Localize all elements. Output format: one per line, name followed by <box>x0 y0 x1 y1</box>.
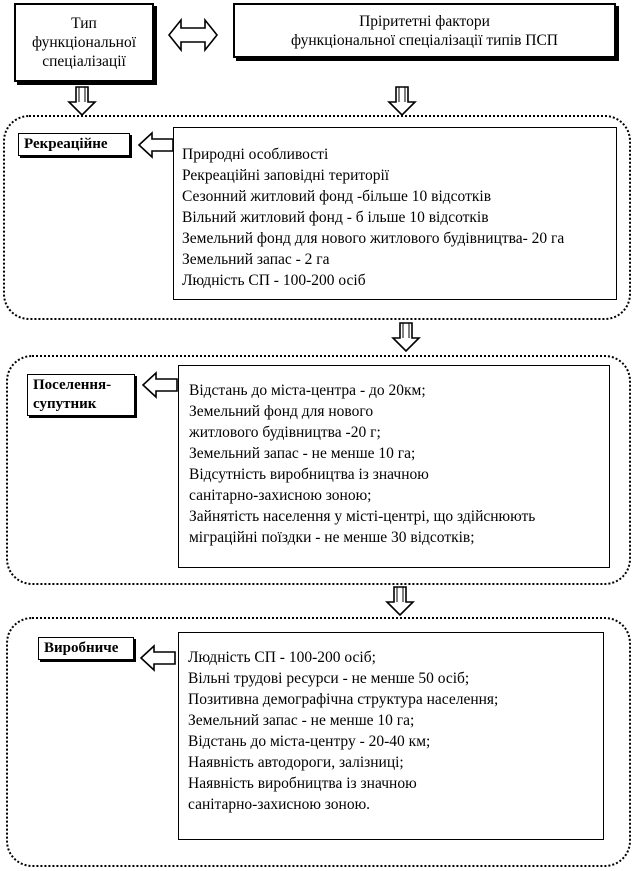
factor-item: Вільний житловий фонд - б ільше 10 відсотків <box>182 209 489 226</box>
type-header-box <box>14 3 154 82</box>
factor-item: Рекреаційні заповідні території <box>182 167 390 184</box>
factor-item: Земельний фонд для нового <box>189 403 374 420</box>
factor-item: Відстань до міста-центра - до 20км; <box>189 382 426 399</box>
down-arrow-icon <box>68 86 96 116</box>
left-arrow-icon <box>138 132 174 158</box>
factor-item: Земельний запас - не менше 10 га; <box>189 445 416 462</box>
factor-item: Позитивна демографічна структура населення; <box>188 691 499 708</box>
factor-item: санітарно-захисною зоною; <box>189 487 372 504</box>
type-label-recreational <box>18 133 130 156</box>
factor-item: міграційні поїздки - не менше 30 відсотків; <box>189 529 475 546</box>
factor-item: Вільні трудові ресурси - не менше 50 осіб; <box>188 670 470 687</box>
factors-header-box <box>233 3 616 58</box>
type-label-line: Поселення- <box>33 377 112 393</box>
factors-box-industrial <box>178 632 604 840</box>
factor-item: Земельний фонд для нового житлового будівництва- 20 га <box>182 230 565 247</box>
down-arrow-icon <box>388 86 416 116</box>
factor-item: Сезонний житловий фонд -більше 10 відсотків <box>182 188 492 205</box>
type-label-line: Рекреаційне <box>24 136 108 152</box>
type-header-line: функціональної <box>31 34 137 51</box>
down-arrow-icon <box>392 322 420 352</box>
factor-item: Земельний запас - не менше 10 га; <box>188 712 415 729</box>
type-label-line: Виробниче <box>44 640 119 656</box>
factors-header-line: функціональної спеціалізації типів ПСП <box>290 31 558 49</box>
down-arrow-icon <box>386 586 414 616</box>
factor-item: Зайнятість населення у місті-центрі, що здійснюють <box>189 508 536 525</box>
left-arrow-icon <box>142 372 178 398</box>
factor-item: Наявність виробництва із значною <box>188 775 417 792</box>
factors-box-recreational <box>173 127 617 300</box>
type-header-line: Тип <box>71 15 97 32</box>
factor-item: Земельний запас - 2 га <box>182 251 330 268</box>
type-label-line: супутник <box>33 396 97 412</box>
factor-item: Відсутність виробництва із значною <box>189 466 429 483</box>
type-label-industrial <box>38 637 134 660</box>
type-header-line: спеціалізації <box>42 53 126 70</box>
left-arrow-icon <box>140 645 176 671</box>
factor-item: Людність СП - 100-200 осіб; <box>188 649 376 666</box>
factor-item: Людність СП - 100-200 осіб <box>182 272 366 289</box>
factor-item: санітарно-захисною зоною. <box>188 796 371 813</box>
factor-item: Наявність автодороги, залізниці; <box>188 754 404 771</box>
factors-header-line: Пріритетні фактори <box>359 12 490 30</box>
double-arrow-icon <box>168 17 218 53</box>
type-label-satellite <box>27 374 135 416</box>
factors-box-satellite <box>178 365 610 568</box>
factor-item: Відстань до міста-центру - 20-40 км; <box>188 733 431 750</box>
factor-item: Природні особливості <box>182 146 329 163</box>
factor-item: житлового будівництва -20 г; <box>189 424 381 441</box>
